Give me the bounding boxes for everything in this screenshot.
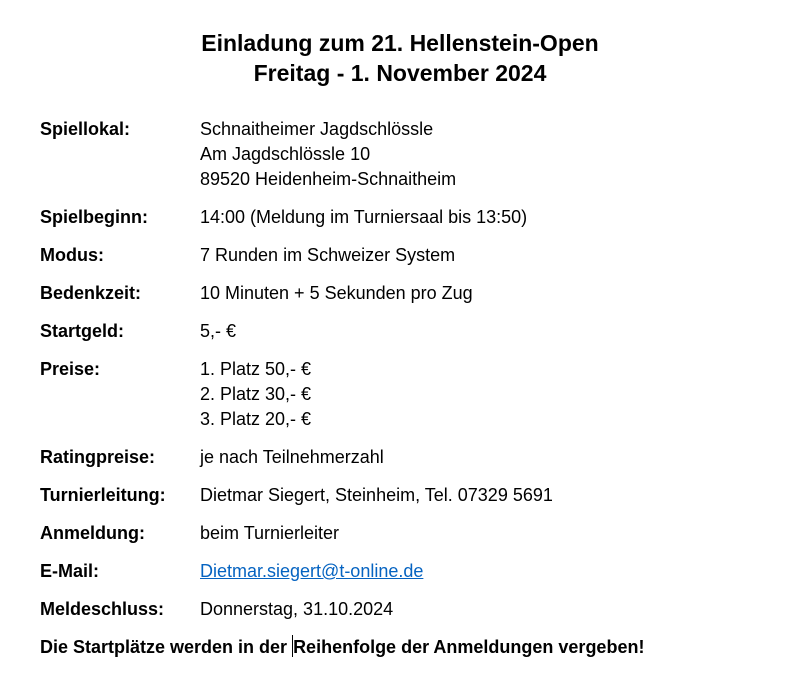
title-line-2: Freitag - 1. November 2024 [253,60,547,86]
label-ratingpreise: Ratingpreise: [40,447,156,467]
footer-note[interactable] [40,635,790,660]
preise-line-2: 2. Platz 30,- € [200,384,312,404]
value-startgeld: 5,- € [200,321,237,341]
email-link[interactable]: Dietmar.siegert@t-online.de [200,561,424,581]
row-startgeld [40,319,780,344]
label-bedenkzeit: Bedenkzeit: [40,283,142,303]
label-turnierleitung: Turnierleitung: [40,485,166,505]
preise-line-1: 1. Platz 50,- € [200,359,312,379]
label-email: E-Mail: [40,561,100,581]
value-meldeschluss: Donnerstag, 31.10.2024 [200,599,394,619]
footer-text-after-cursor: Reihenfolge der Anmeldungen vergeben! [293,637,645,657]
row-ratingpreise [40,445,780,470]
value-spiellokal [200,117,780,192]
value-anmeldung: beim Turnierleiter [200,523,340,543]
value-bedenkzeit: 10 Minuten + 5 Sekunden pro Zug [200,283,473,303]
value-ratingpreise: je nach Teilnehmerzahl [200,447,384,467]
row-modus [40,243,780,268]
row-bedenkzeit [40,281,780,306]
label-startgeld: Startgeld: [40,321,125,341]
row-preise [40,357,780,432]
row-turnierleitung [40,483,780,508]
spiellokal-line-2: Am Jagdschlössle 10 [200,144,371,164]
spiellokal-line-1: Schnaitheimer Jagdschlössle [200,119,434,139]
document-title [0,28,800,88]
label-spielbeginn: Spielbeginn: [40,207,148,227]
row-email [40,559,780,584]
value-modus: 7 Runden im Schweizer System [200,245,456,265]
value-preise [200,357,780,432]
label-preise: Preise: [40,359,101,379]
info-table [40,117,780,622]
value-turnierleitung: Dietmar Siegert, Steinheim, Tel. 07329 5691 [200,485,553,505]
label-spiellokal: Spiellokal: [40,119,131,139]
footer-text-before-cursor: Die Startplätze werden in der [40,637,293,657]
label-meldeschluss: Meldeschluss: [40,599,165,619]
preise-line-3: 3. Platz 20,- € [200,409,312,429]
label-anmeldung: Anmeldung: [40,523,145,543]
row-spielbeginn [40,205,780,230]
spiellokal-line-3: 89520 Heidenheim-Schnaitheim [200,169,457,189]
row-meldeschluss [40,597,780,622]
row-spiellokal [40,117,780,192]
row-anmeldung [40,521,780,546]
value-spielbeginn: 14:00 (Meldung im Turniersaal bis 13:50) [200,207,528,227]
title-line-1: Einladung zum 21. Hellenstein-Open [201,30,599,56]
value-email [200,559,780,584]
label-modus: Modus: [40,245,104,265]
